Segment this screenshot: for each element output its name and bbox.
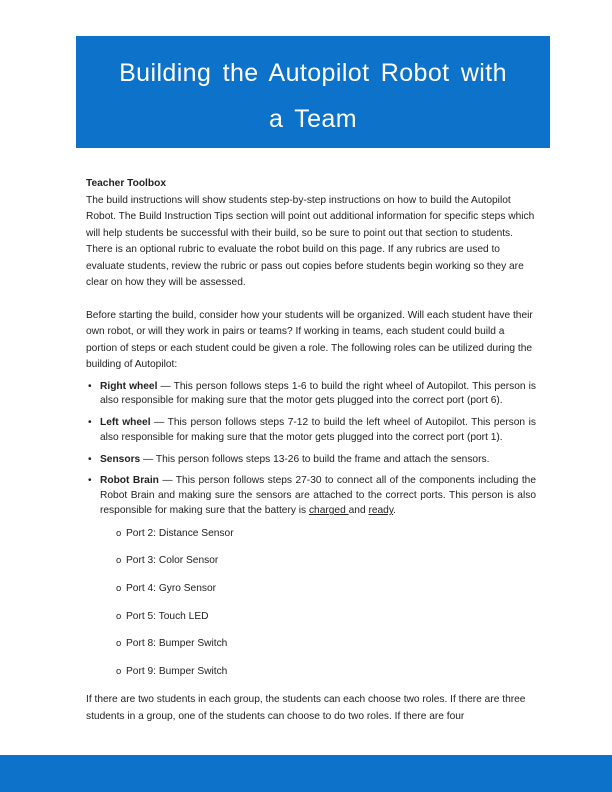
- role-description: — This person follows steps 13-26 to build the frame and attach the sensors.: [140, 453, 490, 465]
- organization-paragraph: Before starting the build, consider how your students will be organized. Will each student have their own robot, or will they work in pairs or teams? If working in teams, each student could build a portion of steps or each student could be given a role. The following roles can be utilized during the building of Autopilot:: [86, 309, 533, 370]
- port-item: o Port 4: Gyro Sensor: [100, 582, 536, 603]
- role-description: — This person follows steps 27-30 to connect all of the components including the Robot Brain and making sure the sensors are attached to the correct ports. This person is also responsible for making sure that the battery is: [100, 475, 536, 517]
- page-title-line-1: Building the Autopilot Robot with: [119, 59, 507, 87]
- roles-list: [86, 380, 536, 686]
- ready-link[interactable]: ready: [368, 505, 394, 517]
- role-item-right-wheel: [86, 380, 536, 410]
- role-item-left-wheel: [86, 416, 536, 446]
- role-name: Robot Brain: [100, 475, 159, 487]
- role-name: Left wheel: [100, 417, 151, 429]
- role-description-end: .: [393, 505, 397, 517]
- role-name: Right wheel: [100, 380, 158, 392]
- role-item-robot-brain: [86, 474, 536, 685]
- footer-band: [0, 755, 612, 792]
- role-description: — This person follows steps 7-12 to build the left wheel of Autopilot. This person is also responsible for making sure that the motor gets plugged into the correct port (port 1).: [100, 417, 536, 443]
- role-name: Sensors: [100, 453, 141, 465]
- role-description: — This person follows steps 1-6 to build the right wheel of Autopilot. This person is also responsible for making sure that the motor gets plugged into the correct port (port 6).: [100, 380, 536, 407]
- ports-list: [100, 527, 536, 686]
- port-item: o Port 2: Distance Sensor: [100, 527, 536, 548]
- role-description-mid: and: [348, 505, 369, 517]
- port-item: o Port 3: Color Sensor: [100, 554, 536, 575]
- intro-paragraph: The build instructions will show students step-by-step instructions on how to build the Autopilot Robot. The Build Instruction Tips section will point out additional information for specific steps which will help students be successful with their build, so be sure to point out that section to students. There is an optional rubric to evaluate the robot build on this page. If any rubrics are used to evaluate students, review the rubric or pass out copies before students begin working so they are clear on how they will be assessed.: [86, 194, 535, 288]
- role-item-sensors: [86, 453, 536, 468]
- closing-paragraph: If there are two students in each group, the students can each choose two roles. If there are three students in a group, one of the students can choose to do two roles. If there are four: [86, 694, 526, 722]
- port-item: o Port 8: Bumper Switch: [100, 637, 536, 658]
- title-banner: [76, 36, 550, 148]
- section-heading: Teacher Toolbox: [86, 178, 167, 189]
- page-title-line-2: a Team: [269, 105, 357, 133]
- port-item: o Port 5: Touch LED: [100, 610, 536, 631]
- document-body: [86, 176, 536, 725]
- charged-link[interactable]: charged: [308, 505, 349, 517]
- port-item: o Port 9: Bumper Switch: [100, 665, 536, 686]
